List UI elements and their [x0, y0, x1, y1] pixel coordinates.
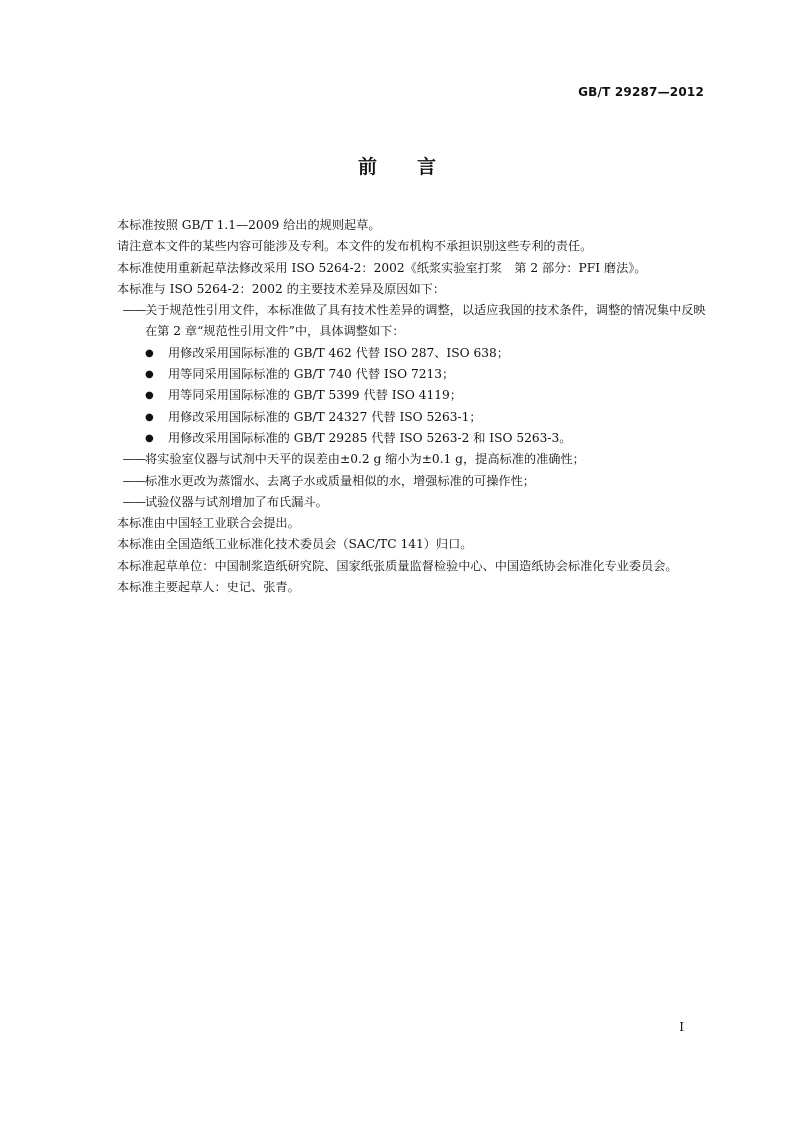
paragraph-committee: 本标准由全国造纸工业标准化技术委员会（SAC/TC 141）归口。	[117, 537, 473, 552]
bullet-item	[90, 428, 706, 449]
difference-item	[90, 449, 706, 470]
standard-number: GB/T 29287—2012	[578, 85, 704, 99]
difference-text: 标准水更改为蒸馏水、去离子水或质量相似的水，增强标准的可操作性；	[145, 473, 535, 488]
page-number: I	[679, 1020, 684, 1034]
bullet-item	[90, 364, 706, 385]
bullet-item	[90, 385, 706, 406]
bullet-icon: ●	[145, 432, 154, 444]
paragraph-drafting-units: 本标准起草单位：中国制浆造纸研究院、国家纸张质量监督检验中心、中国造纸协会标准化专业委员会。	[117, 558, 678, 573]
bullet-icon: ●	[145, 347, 154, 359]
dash-mark: ——	[122, 494, 145, 509]
difference-text: 关于规范性引用文件，本标准做了具有技术性差异的调整，以适应我国的技术条件，调整的情况集中反映在第 2 章“规范性引用文件”中，具体调整如下：	[145, 303, 706, 339]
dash-mark: ——	[122, 473, 145, 488]
bullet-icon: ●	[145, 390, 154, 402]
bullet-item	[90, 407, 706, 428]
dash-mark: ——	[122, 303, 145, 318]
paragraph-proposer: 本标准由中国轻工业联合会提出。	[117, 516, 300, 531]
paragraph-differences-intro: 本标准与 ISO 5264-2：2002 的主要技术差异及原因如下：	[117, 281, 446, 296]
bullet-text: 用修改采用国际标准的 GB/T 462 代替 ISO 287、ISO 638；	[168, 345, 509, 360]
bullet-icon: ●	[145, 369, 154, 381]
bullet-text: 用修改采用国际标准的 GB/T 24327 代替 ISO 5263-1；	[168, 409, 482, 424]
dash-mark: ——	[122, 452, 145, 467]
bullet-text: 用等同采用国际标准的 GB/T 740 代替 ISO 7213；	[168, 367, 455, 382]
paragraph-adoption: 本标准使用重新起草法修改采用 ISO 5264-2：2002《纸浆实验室打浆 第 2 部分：PFI 磨法》。	[117, 260, 647, 275]
difference-text: 试验仪器与试剂增加了布氏漏斗。	[145, 494, 328, 509]
bullet-icon: ●	[145, 411, 154, 423]
bullet-item	[90, 343, 706, 364]
paragraph-drafters: 本标准主要起草人：史记、张青。	[117, 580, 300, 595]
bullet-text: 用修改采用国际标准的 GB/T 29285 代替 ISO 5263-2 和 ISO 5263-3。	[168, 430, 572, 445]
foreword-body	[90, 215, 706, 598]
paragraph-drafting-rules: 本标准按照 GB/T 1.1—2009 给出的规则起草。	[117, 218, 381, 232]
page-title: 前言	[357, 156, 476, 178]
difference-item	[90, 492, 706, 513]
paragraph-patent-notice: 请注意本文件的某些内容可能涉及专利。本文件的发布机构不承担识别这些专利的责任。	[117, 239, 593, 254]
difference-item	[90, 300, 706, 343]
difference-item	[90, 471, 706, 492]
bullet-text: 用等同采用国际标准的 GB/T 5399 代替 ISO 4119；	[168, 388, 462, 403]
difference-text: 将实验室仪器与试剂中天平的误差由±0.2 g 缩小为±0.1 g，提高标准的准确性；	[145, 452, 585, 467]
